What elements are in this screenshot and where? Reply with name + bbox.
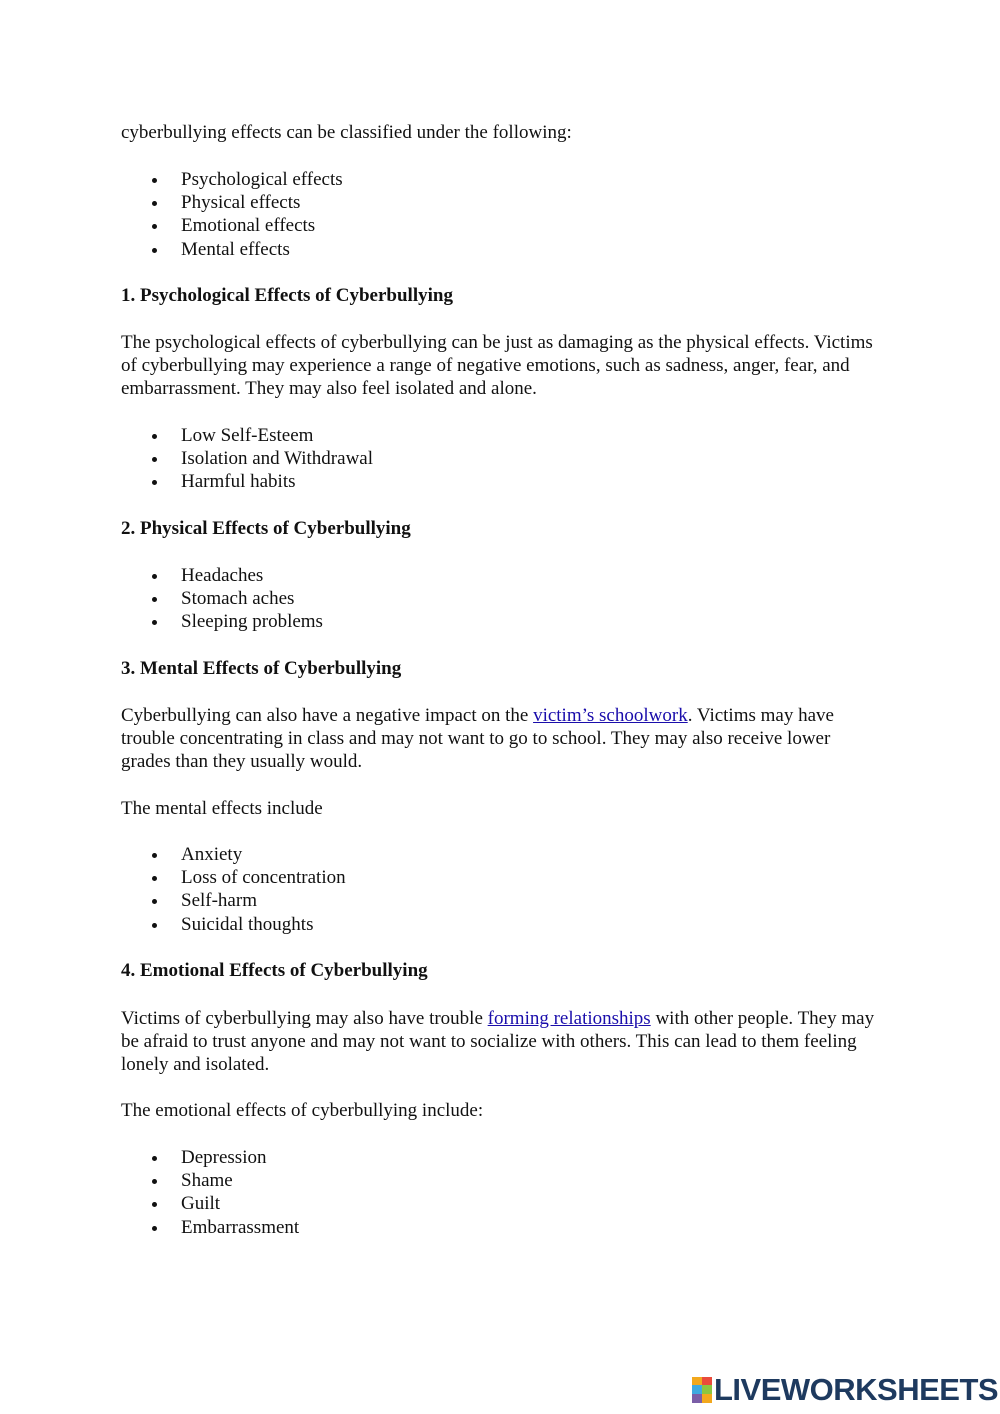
list-item: Depression <box>121 1146 299 1169</box>
bullet-icon <box>152 224 157 229</box>
liveworksheets-wordmark: LIVEWORKSHEETS <box>714 1372 999 1407</box>
list-item: Embarrassment <box>121 1216 299 1239</box>
section-heading-physical: 2. Physical Effects of Cyberbullying <box>121 518 411 539</box>
list-item: Anxiety <box>121 843 346 866</box>
emotional-list <box>121 1146 299 1239</box>
bullet-icon <box>152 899 157 904</box>
bullet-icon <box>152 480 157 485</box>
intro-text: cyberbullying effects can be classified under the following: <box>121 122 572 143</box>
psychological-list <box>121 424 373 494</box>
bullet-icon <box>152 1226 157 1231</box>
list-item: Low Self-Esteem <box>121 424 373 447</box>
bullet-icon <box>152 1179 157 1184</box>
bullet-icon <box>152 923 157 928</box>
list-item: Sleeping problems <box>121 610 323 633</box>
liveworksheets-logo-icon <box>692 1377 712 1403</box>
physical-list <box>121 564 323 634</box>
list-item: Loss of concentration <box>121 866 346 889</box>
list-item: Physical effects <box>121 191 343 214</box>
mental-list <box>121 843 346 936</box>
list-item: Psychological effects <box>121 168 343 191</box>
bullet-icon <box>152 597 157 602</box>
psychological-paragraph: The psychological effects of cyberbullying can be just as damaging as the physical effects. Victims of cyberbullying may experience a range of negative emotions, such as sadness, anger, fear, and embarrassment. They may also feel isolated and alone. <box>121 332 873 400</box>
list-item: Emotional effects <box>121 214 343 237</box>
mental-lead: The mental effects include <box>121 798 323 819</box>
effects-list <box>121 168 343 261</box>
list-item: Guilt <box>121 1192 299 1215</box>
mental-paragraph: Cyberbullying can also have a negative impact on the victim’s schoolwork. Victims may have trouble concentrating in class and may not want to go to school. They may also receive lower grades than they usually would. <box>121 705 834 773</box>
bullet-icon <box>152 876 157 881</box>
bullet-icon <box>152 248 157 253</box>
victims-schoolwork-link[interactable]: victim’s schoolwork <box>533 705 688 726</box>
bullet-icon <box>152 1156 157 1161</box>
section-heading-emotional: 4. Emotional Effects of Cyberbullying <box>121 960 428 981</box>
section-heading-psychological: 1. Psychological Effects of Cyberbullying <box>121 285 453 306</box>
list-item: Shame <box>121 1169 299 1192</box>
list-item: Stomach aches <box>121 587 323 610</box>
section-heading-mental: 3. Mental Effects of Cyberbullying <box>121 658 402 679</box>
list-item: Self-harm <box>121 889 346 912</box>
bullet-icon <box>152 201 157 206</box>
list-item: Isolation and Withdrawal <box>121 447 373 470</box>
list-item: Suicidal thoughts <box>121 913 346 936</box>
emotional-paragraph: Victims of cyberbullying may also have trouble forming relationships with other people. They may be afraid to trust anyone and may not want to socialize with others. This can lead to them feeling lonely and isolated. <box>121 1008 875 1076</box>
bullet-icon <box>152 178 157 183</box>
list-item: Mental effects <box>121 238 343 261</box>
bullet-icon <box>152 457 157 462</box>
emotional-lead: The emotional effects of cyberbullying include: <box>121 1100 484 1121</box>
bullet-icon <box>152 574 157 579</box>
bullet-icon <box>152 620 157 625</box>
bullet-icon <box>152 1202 157 1207</box>
bullet-icon <box>152 434 157 439</box>
bullet-icon <box>152 853 157 858</box>
list-item: Harmful habits <box>121 470 373 493</box>
liveworksheets-logo <box>692 1372 999 1407</box>
list-item: Headaches <box>121 564 323 587</box>
forming-relationships-link[interactable]: forming relationships <box>487 1008 651 1029</box>
